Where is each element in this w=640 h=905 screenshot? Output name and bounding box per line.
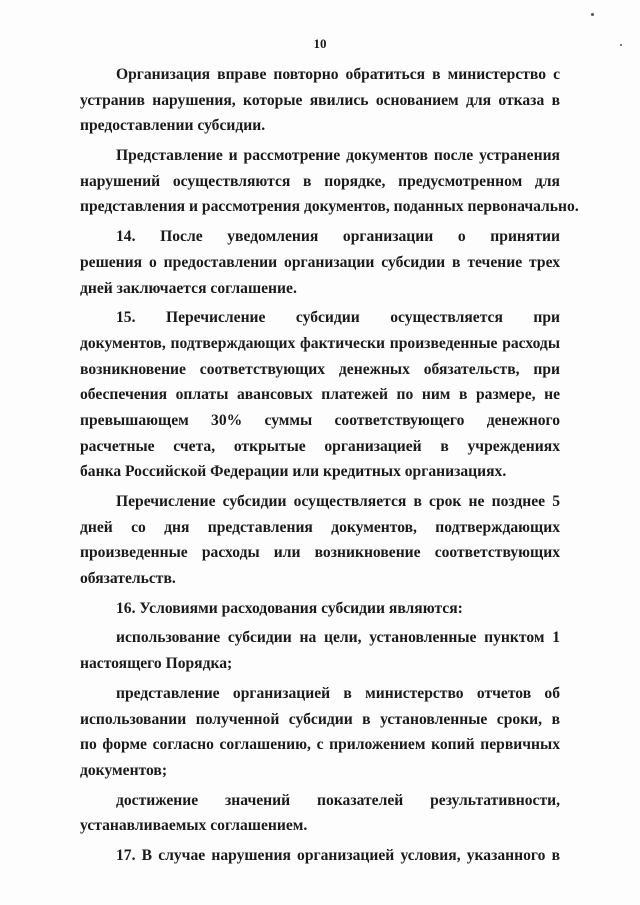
text-line: дней заключается соглашение.	[80, 279, 297, 297]
body-text	[80, 62, 579, 869]
text-line: предоставлении субсидии.	[80, 117, 266, 135]
text-line: настоящего Порядка;	[80, 655, 233, 673]
text-line: обеспечения оплаты авансовых платежей по ним в размере, не	[80, 386, 560, 404]
text-line: использовании полученной субсидии в установленные сроки, в	[80, 710, 560, 728]
text-line: устранив нарушения, которые явились основанием для отказа в	[80, 91, 560, 109]
scan-speck	[591, 13, 594, 16]
text-line: нарушений осуществляются в порядке, предусмотренном для	[80, 172, 560, 190]
text-line: устанавливаемых соглашением.	[80, 817, 308, 835]
text-line: обязательств.	[80, 570, 176, 588]
text-line: документов, подтверждающих фактически произведенные расходы	[80, 334, 560, 352]
text-line: произведенные расходы или возникновение соответствующих	[80, 544, 560, 562]
text-line: 17. В случае нарушения организацией условия, указанного в	[116, 846, 560, 864]
text-line: превышающем 30% суммы соответствующего денежного	[80, 411, 560, 429]
text-line: использование субсидии на цели, установленные пунктом 1	[116, 629, 560, 647]
text-line: по форме согласно соглашению, с приложением копий первичных	[80, 736, 560, 754]
text-line: 15. Перечисление субсидии осуществляется при	[116, 309, 560, 327]
text-line: возникновение соответствующих денежных обязательств, при	[80, 360, 560, 378]
text-line: документов;	[80, 761, 168, 779]
text-line: решения о предоставлении организации субсидии в течение трех	[80, 253, 560, 271]
text-line: Представление и рассмотрение документов после устранения	[116, 147, 560, 165]
text-line: 14. После уведомления организации о принятии	[116, 228, 560, 246]
text-line: представления и рассмотрения документов, поданных первоначально.	[80, 198, 579, 216]
page-number: 10	[313, 36, 327, 51]
text-line: дней со дня представления документов, подтверждающих	[80, 518, 560, 536]
text-line: расчетные счета, открытые организацией в учреждениях	[80, 437, 560, 455]
text-line: представление организацией в министерство отчетов об	[116, 684, 560, 702]
text-line: Организация вправе повторно обратиться в министерство с	[116, 66, 560, 83]
text-line: Перечисление субсидии осуществляется в срок не позднее 5	[116, 493, 560, 510]
text-line: достижение значений показателей результативности,	[116, 791, 560, 809]
scan-speck	[620, 44, 622, 46]
text-line: 16. Условиями расходования субсидии являются:	[116, 599, 463, 617]
text-line: банка Российской Федерации или кредитных организациях.	[80, 463, 507, 481]
